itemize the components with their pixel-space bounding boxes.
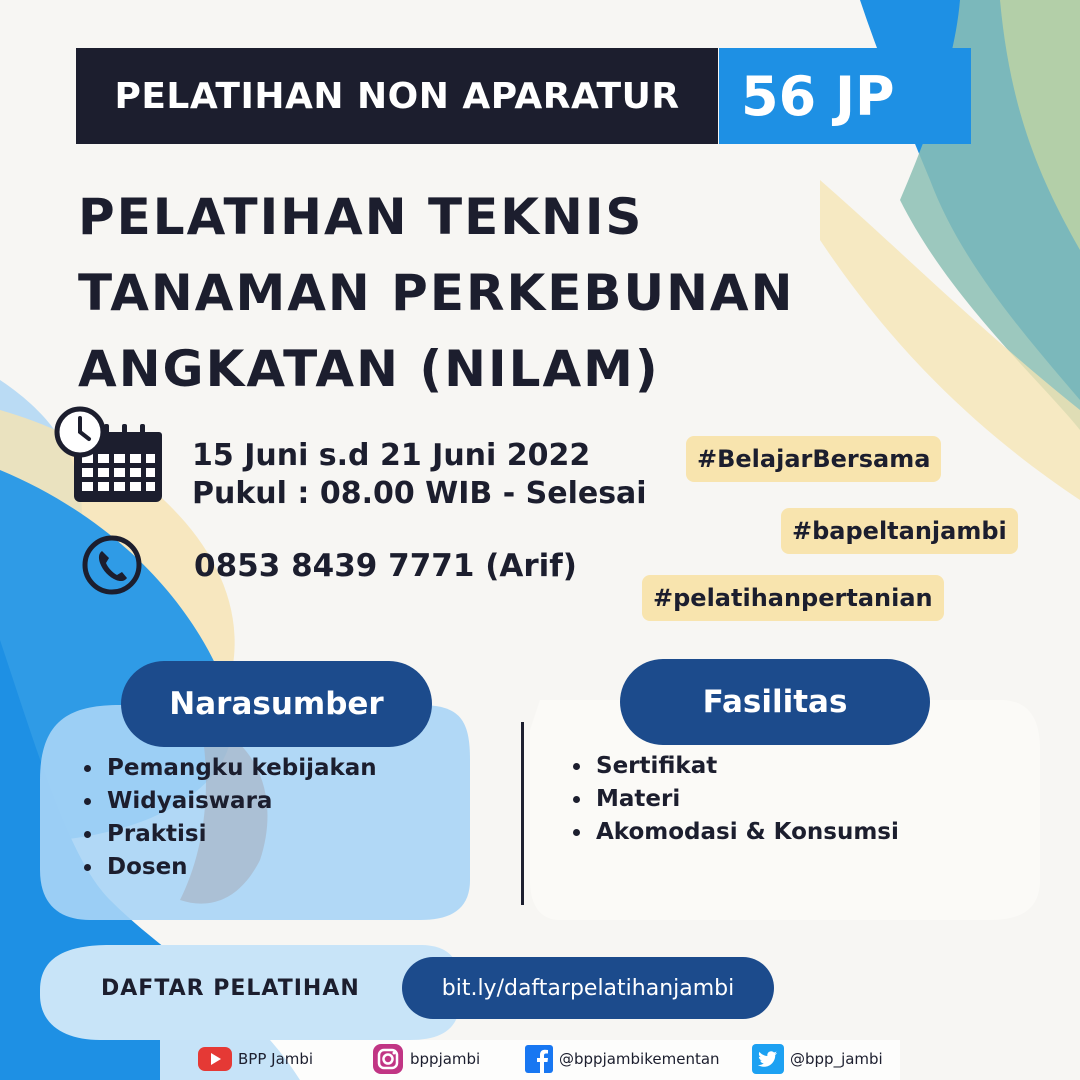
list-item (84, 752, 377, 785)
instagram-icon (372, 1043, 404, 1075)
phone-icon (80, 535, 144, 595)
narasumber-list (84, 752, 377, 884)
twitter-icon (752, 1044, 784, 1074)
list-item (573, 816, 899, 849)
list-item-text: Widyaiswara (107, 788, 273, 814)
social-facebook[interactable] (525, 1045, 720, 1073)
bullet-icon (84, 864, 91, 871)
narasumber-heading-text: Narasumber (169, 686, 384, 722)
title-line-2: TANAMAN PERKEBUNAN (78, 264, 795, 322)
hashtag-pelatihanpertanian: #pelatihanpertanian (642, 575, 944, 621)
social-twitter[interactable] (752, 1044, 883, 1074)
bullet-icon (84, 765, 91, 772)
bullet-icon (84, 798, 91, 805)
facebook-handle: @bppjambikementan (559, 1050, 720, 1068)
bullet-icon (84, 831, 91, 838)
hours-text: 56 JP (741, 64, 895, 128)
title-line-3: ANGKATAN (NILAM) (78, 340, 660, 398)
bullet-icon (573, 763, 580, 770)
list-item (84, 851, 377, 884)
fasilitas-heading-text: Fasilitas (702, 684, 848, 720)
fasilitas-heading (620, 659, 930, 745)
bullet-icon (573, 829, 580, 836)
category-text: PELATIHAN NON APARATUR (114, 75, 680, 117)
social-youtube[interactable] (198, 1046, 313, 1072)
registration-link[interactable]: bit.ly/daftarpelatihanjambi (402, 957, 774, 1019)
hashtag-bapeltanjambi: #bapeltanjambi (781, 508, 1018, 554)
youtube-handle: BPP Jambi (238, 1050, 314, 1068)
list-item-text: Akomodasi & Konsumsi (596, 819, 899, 845)
phone-text: 0853 8439 7771 (Arif) (194, 548, 577, 584)
list-item-text: Pemangku kebijakan (107, 755, 377, 781)
fasilitas-list (573, 750, 899, 849)
category-banner (76, 48, 718, 144)
list-item (573, 750, 899, 783)
list-item-text: Sertifikat (596, 753, 718, 779)
time-text: Pukul : 08.00 WIB - Selesai (192, 476, 647, 511)
hashtag-belajar-bersama: #BelajarBersama (686, 436, 941, 482)
date-text: 15 Juni s.d 21 Juni 2022 (192, 438, 591, 473)
narasumber-heading (121, 661, 432, 747)
youtube-icon (198, 1046, 232, 1072)
list-item (573, 783, 899, 816)
registration-label: DAFTAR PELATIHAN (101, 976, 360, 1001)
twitter-handle: @bpp_jambi (790, 1050, 883, 1068)
list-item-text: Praktisi (107, 821, 207, 847)
hours-badge (719, 48, 971, 144)
clock-icon (54, 406, 106, 458)
facebook-icon (525, 1045, 553, 1073)
column-divider (521, 722, 524, 905)
list-item-text: Materi (596, 786, 681, 812)
list-item (84, 785, 377, 818)
bullet-icon (573, 796, 580, 803)
social-instagram[interactable] (372, 1043, 480, 1075)
list-item-text: Dosen (107, 854, 188, 880)
title-line-1: PELATIHAN TEKNIS (78, 188, 644, 246)
instagram-handle: bppjambi (410, 1050, 481, 1068)
list-item (84, 818, 377, 851)
